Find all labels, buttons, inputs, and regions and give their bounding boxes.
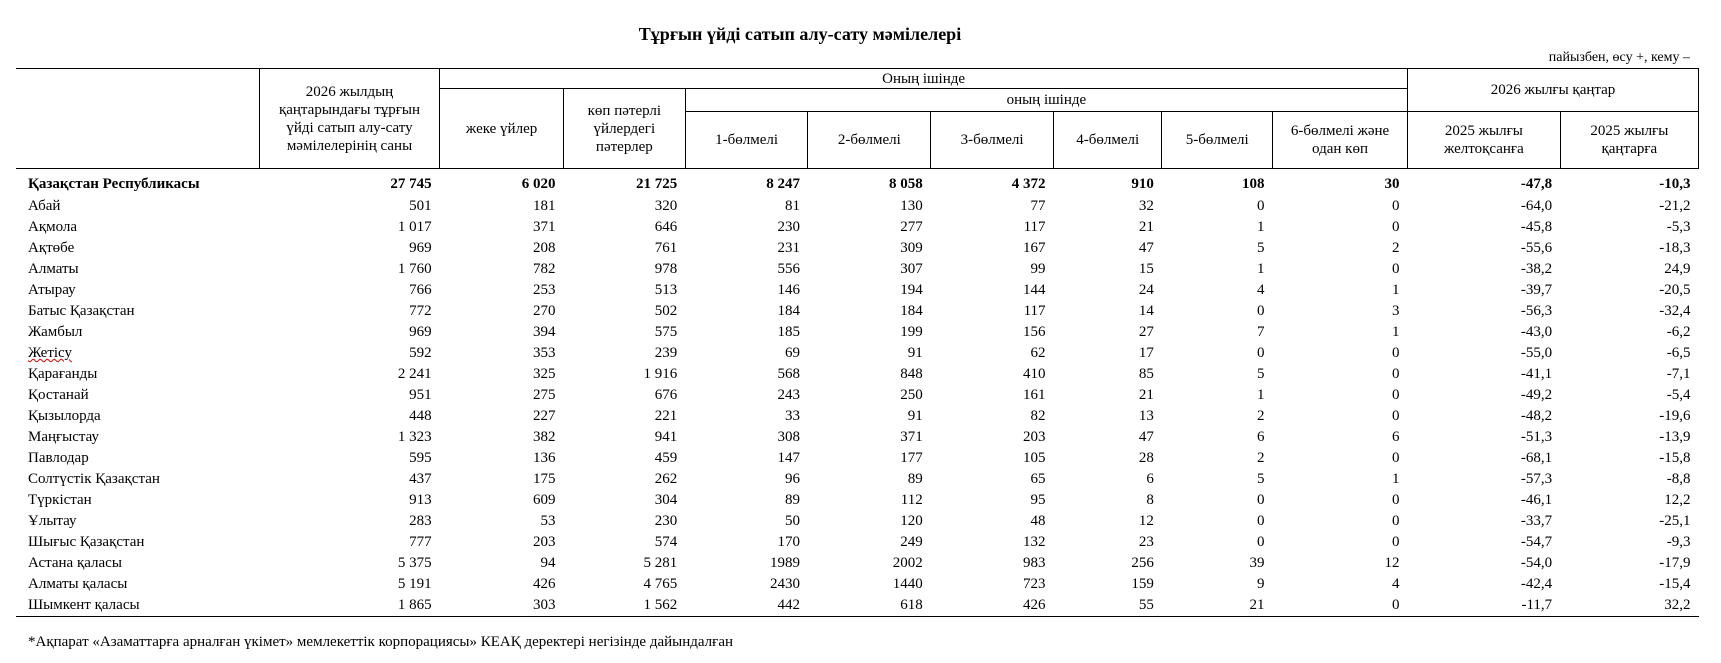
- change-vs-dec-2025: -45,8: [1520, 219, 1553, 235]
- change-vs-jan-2025: -15,8: [1659, 450, 1691, 466]
- room-6-plus-count: 4: [1392, 576, 1400, 592]
- change-vs-jan-2025: -15,4: [1659, 576, 1691, 592]
- room-2-count: 8 058: [889, 175, 923, 192]
- change-vs-dec-2025: -54,7: [1520, 534, 1553, 550]
- room-4-count: 28: [1138, 450, 1154, 466]
- total-count: 5 191: [397, 576, 432, 592]
- room-3-count: 203: [1023, 429, 1046, 445]
- room-1-count: 230: [777, 219, 800, 235]
- total-count: 595: [409, 450, 432, 466]
- room-1-count: 89: [784, 492, 800, 508]
- private-houses-count: 253: [533, 282, 556, 298]
- table-body: [16, 169, 1699, 617]
- region-name: Абай: [28, 198, 61, 214]
- room-4-count: 256: [1131, 555, 1154, 571]
- room-6-plus-count: 6: [1392, 429, 1400, 445]
- private-houses-count: 136: [533, 450, 556, 466]
- room-3-count: 167: [1023, 240, 1046, 256]
- change-vs-dec-2025: -39,7: [1520, 282, 1553, 298]
- change-vs-dec-2025: -38,2: [1520, 261, 1553, 277]
- table-row: [16, 280, 1699, 301]
- table-header: [16, 69, 1699, 169]
- room-2-count: 112: [900, 492, 923, 508]
- flats-count: 1 562: [564, 595, 686, 617]
- change-vs-jan-2025: -9,3: [1666, 534, 1691, 550]
- room-1-count: 185: [777, 324, 800, 340]
- flats-count: 320: [654, 198, 678, 214]
- region-name: Түркістан: [28, 492, 92, 508]
- room-6-plus-count: 0: [1392, 198, 1400, 214]
- flats-count: 230: [654, 513, 678, 529]
- private-houses-count: 382: [533, 429, 556, 445]
- room-3-count: 105: [1023, 450, 1046, 466]
- total-count: 501: [409, 198, 432, 214]
- total-count: 1 760: [397, 261, 432, 277]
- change-vs-jan-2025: 24,9: [1664, 261, 1691, 277]
- room-1-count: 231: [777, 240, 800, 256]
- room-2-header: 2-бөлмелі: [808, 112, 931, 169]
- room-2-count: 2002: [892, 555, 923, 571]
- total-count: 1 865: [259, 595, 439, 617]
- change-vs-dec-2025: -54,0: [1520, 555, 1553, 571]
- table-row: [16, 469, 1699, 490]
- region-name: Жамбыл: [28, 324, 83, 340]
- room-6-plus-count: 3: [1392, 303, 1400, 319]
- room-3-count: 99: [1030, 261, 1046, 277]
- room-4-count: 47: [1138, 429, 1154, 445]
- room-6-plus-count: 12: [1384, 555, 1400, 571]
- change-vs-jan-2025: -21,2: [1659, 198, 1691, 214]
- total-count: 913: [409, 492, 432, 508]
- table-row: [16, 322, 1699, 343]
- room-2-count: 120: [900, 513, 923, 529]
- region-name: Алматы қаласы: [28, 576, 128, 592]
- region-name-text: Жетісу: [28, 345, 73, 361]
- room-3-count: 144: [1023, 282, 1046, 298]
- private-houses-header: жеке үйлер: [440, 89, 564, 169]
- room-5-count: 1: [1257, 219, 1265, 235]
- private-houses-count: 208: [533, 240, 556, 256]
- room-3-count: 82: [1030, 408, 1046, 424]
- private-houses-count: 203: [533, 534, 556, 550]
- table-row: [16, 301, 1699, 322]
- room-6-plus-count: 0: [1392, 450, 1400, 466]
- region-name: Солтүстік Қазақстан: [28, 471, 160, 487]
- region-name: Маңғыстау: [28, 429, 100, 445]
- flats-count: 646: [654, 219, 678, 235]
- table-row: [16, 238, 1699, 259]
- room-4-count: 27: [1138, 324, 1154, 340]
- room-1-count: 556: [777, 261, 800, 277]
- transactions-table: [16, 68, 1699, 617]
- units-note: пайызбен, өсу +, кему –: [1548, 50, 1690, 65]
- change-vs-dec-2025: -55,6: [1520, 240, 1553, 256]
- room-5-count: 1: [1257, 261, 1265, 277]
- region-name: Шығыс Қазақстан: [28, 534, 145, 550]
- flats-count: 239: [654, 345, 678, 361]
- private-houses-count: 53: [540, 513, 556, 529]
- room-3-count: 723: [1023, 576, 1046, 592]
- table-row: [16, 427, 1699, 448]
- room-5-count: 0: [1257, 303, 1265, 319]
- total-count: 766: [409, 282, 432, 298]
- table-row: [16, 196, 1699, 217]
- room-1-count: 147: [777, 450, 800, 466]
- room-4-count: 910: [1131, 175, 1154, 192]
- change-vs-dec-2025: -57,3: [1520, 471, 1553, 487]
- private-houses-count: 353: [533, 345, 556, 361]
- room-6-plus-count: 0: [1392, 408, 1400, 424]
- room-5-count: 0: [1257, 345, 1265, 361]
- room-3-count: 410: [1023, 366, 1046, 382]
- flats-count: 4 765: [643, 576, 678, 592]
- room-4-count: 55: [1054, 595, 1162, 617]
- room-5-count: 1: [1257, 387, 1265, 403]
- region-name: Павлодар: [28, 450, 89, 466]
- private-houses-count: 371: [533, 219, 556, 235]
- room-3-count: 426: [931, 595, 1054, 617]
- room-6-plus-count: 2: [1392, 240, 1400, 256]
- change-vs-dec-2025: -41,1: [1520, 366, 1553, 382]
- room-5-header: 5-бөлмелі: [1162, 112, 1273, 169]
- room-2-count: 848: [900, 366, 923, 382]
- room-4-count: 85: [1138, 366, 1154, 382]
- region-name: Батыс Қазақстан: [28, 303, 135, 319]
- total-count: 969: [409, 324, 432, 340]
- room-6-plus-count: 0: [1392, 513, 1400, 529]
- january-2026-header: 2026 жылғы қаңтар: [1408, 69, 1699, 112]
- room-6-plus-count: 0: [1273, 595, 1408, 617]
- room-1-count: 33: [784, 408, 800, 424]
- table-row: [16, 448, 1699, 469]
- room-6-plus-count: 0: [1392, 387, 1400, 403]
- room-2-count: 371: [900, 429, 923, 445]
- change-vs-jan-2025: 12,2: [1664, 492, 1691, 508]
- total-count: 592: [409, 345, 432, 361]
- room-1-count: 69: [784, 345, 800, 361]
- table-row: [16, 259, 1699, 280]
- change-vs-jan-2025: -5,4: [1666, 387, 1691, 403]
- change-vs-dec-2025: -64,0: [1520, 198, 1553, 214]
- private-houses-count: 181: [533, 198, 556, 214]
- room-5-count: 0: [1257, 513, 1265, 529]
- table-row: [16, 511, 1699, 532]
- flats-count: 304: [654, 492, 678, 508]
- change-vs-jan-2025: -17,9: [1659, 555, 1691, 571]
- change-vs-dec-2025: -56,3: [1520, 303, 1553, 319]
- region-name: Ұлытау: [28, 513, 77, 529]
- private-houses-count: 175: [533, 471, 556, 487]
- room-5-count: 21: [1162, 595, 1273, 617]
- room-1-count: 442: [685, 595, 808, 617]
- change-vs-jan-2025: -10,3: [1659, 175, 1691, 192]
- room-2-count: 250: [900, 387, 923, 403]
- flats-count: 575: [654, 324, 678, 340]
- room-1-count: 2430: [769, 576, 800, 592]
- table-row: [16, 217, 1699, 238]
- room-4-count: 159: [1131, 576, 1154, 592]
- private-houses-count: 227: [533, 408, 556, 424]
- room-4-count: 24: [1138, 282, 1154, 298]
- region-name: Қарағанды: [28, 366, 98, 382]
- room-1-count: 146: [777, 282, 800, 298]
- flats-count: 459: [654, 450, 678, 466]
- room-4-count: 21: [1138, 219, 1154, 235]
- room-5-count: 39: [1249, 555, 1265, 571]
- room-6-plus-count: 1: [1392, 471, 1400, 487]
- room-2-count: 277: [900, 219, 923, 235]
- room-5-count: 5: [1257, 240, 1265, 256]
- room-1-count: 170: [777, 534, 800, 550]
- room-1-count: 308: [777, 429, 800, 445]
- flats-count: 574: [654, 534, 678, 550]
- room-1-count: 1989: [769, 555, 800, 571]
- change-vs-dec-2025: -51,3: [1520, 429, 1553, 445]
- room-2-count: 184: [900, 303, 923, 319]
- room-4-count: 15: [1138, 261, 1154, 277]
- room-3-count: 48: [1030, 513, 1046, 529]
- room-1-count: 96: [784, 471, 800, 487]
- room-3-count: 77: [1030, 198, 1046, 214]
- change-vs-jan-2025: -5,3: [1666, 219, 1691, 235]
- change-vs-jan-2025: -19,6: [1659, 408, 1691, 424]
- region-name: Ақмола: [28, 219, 78, 235]
- private-houses-count: 94: [540, 555, 556, 571]
- private-houses-count: 782: [533, 261, 556, 277]
- private-houses-count: 325: [533, 366, 556, 382]
- room-6-plus-count: 1: [1392, 324, 1400, 340]
- room-6-plus-count: 1: [1392, 282, 1400, 298]
- private-houses-count: 275: [533, 387, 556, 403]
- table-row: [16, 385, 1699, 406]
- flats-count: 5 281: [643, 555, 678, 571]
- room-4-count: 23: [1138, 534, 1154, 550]
- table-title: Тұрғын үйді сатып алу-сату мәмілелері: [638, 24, 962, 44]
- room-3-count: 983: [1023, 555, 1046, 571]
- change-vs-dec-2025: -49,2: [1520, 387, 1553, 403]
- room-2-count: 199: [900, 324, 923, 340]
- change-vs-jan-2025: -8,8: [1666, 471, 1691, 487]
- room-3-count: 117: [1023, 219, 1046, 235]
- flats-count: 502: [654, 303, 678, 319]
- room-3-count: 161: [1023, 387, 1046, 403]
- room-3-count: 65: [1030, 471, 1046, 487]
- room-3-count: 95: [1030, 492, 1046, 508]
- room-5-count: 4: [1257, 282, 1265, 298]
- room-1-count: 81: [784, 198, 800, 214]
- flats-count: 221: [654, 408, 678, 424]
- room-3-count: 117: [1023, 303, 1046, 319]
- of-which-sub-header: оның ішінде: [685, 89, 1407, 112]
- change-vs-dec-2025: -11,7: [1408, 595, 1561, 617]
- region-name: Қызылорда: [28, 408, 101, 424]
- table-row: [16, 574, 1699, 595]
- total-count: 283: [409, 513, 432, 529]
- private-houses-count: 426: [533, 576, 556, 592]
- region-name: Астана қаласы: [28, 555, 122, 571]
- vs-dec-2025-header: 2025 жылғы желтоқсанға: [1408, 112, 1561, 169]
- room-6-plus-count: 0: [1392, 534, 1400, 550]
- change-vs-jan-2025: -13,9: [1659, 429, 1691, 445]
- room-1-count: 568: [777, 366, 800, 382]
- private-houses-count: 270: [533, 303, 556, 319]
- room-4-count: 47: [1138, 240, 1154, 256]
- change-vs-dec-2025: -68,1: [1520, 450, 1553, 466]
- room-3-count: 4 372: [1011, 175, 1046, 192]
- room-5-count: 108: [1242, 175, 1265, 192]
- table-row: [16, 364, 1699, 385]
- total-count: 437: [409, 471, 432, 487]
- change-vs-jan-2025: 32,2: [1560, 595, 1698, 617]
- count-header: 2026 жылдың қаңтарындағы тұрғын үйді сатып алу-сату мәмілелерінің саны: [259, 69, 439, 169]
- region-name: Қазақстан Республикасы: [28, 175, 200, 192]
- room-5-count: 6: [1257, 429, 1265, 445]
- footnote: *Ақпарат «Азаматтарға арналған үкімет» мемлекеттік корпорациясы» КЕАҚ деректері негізінде дайындалған: [28, 634, 733, 650]
- total-count: 777: [409, 534, 432, 550]
- room-2-count: 194: [900, 282, 923, 298]
- room-4-header: 4-бөлмелі: [1054, 112, 1162, 169]
- change-vs-jan-2025: -18,3: [1659, 240, 1691, 256]
- total-count: 1 017: [397, 219, 432, 235]
- room-6-plus-count: 0: [1392, 261, 1400, 277]
- region-name: Алматы: [28, 261, 79, 277]
- room-5-count: 0: [1257, 534, 1265, 550]
- change-vs-jan-2025: -7,1: [1666, 366, 1691, 382]
- change-vs-dec-2025: -48,2: [1520, 408, 1553, 424]
- room-4-count: 21: [1138, 387, 1154, 403]
- room-5-count: 5: [1257, 471, 1265, 487]
- flats-count: 21 725: [635, 175, 678, 192]
- private-houses-count: 609: [533, 492, 556, 508]
- room-6-plus-count: 0: [1392, 219, 1400, 235]
- total-count: 5 375: [397, 555, 432, 571]
- flats-count: 262: [654, 471, 678, 487]
- room-5-count: 9: [1257, 576, 1265, 592]
- total-count: 951: [409, 387, 432, 403]
- change-vs-jan-2025: -6,5: [1666, 345, 1691, 361]
- room-2-count: 89: [907, 471, 923, 487]
- total-row: [16, 169, 1699, 197]
- change-vs-jan-2025: -25,1: [1659, 513, 1691, 529]
- region-name: Ақтөбе: [28, 240, 75, 256]
- private-houses-count: 394: [533, 324, 556, 340]
- room-5-count: 0: [1257, 198, 1265, 214]
- room-2-count: 91: [907, 345, 923, 361]
- room-2-count: 249: [900, 534, 923, 550]
- private-houses-count: 303: [440, 595, 564, 617]
- flats-count: 513: [654, 282, 678, 298]
- region-name: Қостанай: [28, 387, 89, 403]
- room-1-count: 8 247: [766, 175, 800, 192]
- change-vs-dec-2025: -47,8: [1520, 175, 1553, 192]
- room-1-count: 243: [777, 387, 800, 403]
- room-6-plus-count: 30: [1384, 175, 1400, 192]
- flats-count: 761: [654, 240, 678, 256]
- room-5-count: 7: [1257, 324, 1265, 340]
- room-2-count: 309: [900, 240, 923, 256]
- change-vs-jan-2025: -6,2: [1666, 324, 1691, 340]
- room-4-count: 12: [1138, 513, 1154, 529]
- flats-count: 941: [654, 429, 678, 445]
- room-6-plus-count: 0: [1392, 492, 1400, 508]
- change-vs-jan-2025: -20,5: [1659, 282, 1691, 298]
- room-4-count: 6: [1146, 471, 1154, 487]
- room-4-count: 32: [1138, 198, 1154, 214]
- apartment-flats-header: көп пәтерлі үйлердегі пәтерлер: [564, 89, 686, 169]
- total-count: 2 241: [397, 366, 432, 382]
- room-3-count: 132: [1023, 534, 1046, 550]
- room-4-count: 8: [1146, 492, 1154, 508]
- of-which-header: Оның ішінде: [440, 69, 1408, 89]
- change-vs-dec-2025: -42,4: [1520, 576, 1553, 592]
- total-count: 1 323: [397, 429, 432, 445]
- room-2-count: 1440: [892, 576, 923, 592]
- region-name: Атырау: [28, 282, 76, 298]
- total-count: 27 745: [390, 175, 432, 192]
- room-2-count: 307: [900, 261, 923, 277]
- total-count: 772: [409, 303, 432, 319]
- room-6-plus-count: 0: [1392, 366, 1400, 382]
- room-1-count: 184: [777, 303, 800, 319]
- change-vs-dec-2025: -46,1: [1520, 492, 1553, 508]
- room-5-count: 5: [1257, 366, 1265, 382]
- room-5-count: 2: [1257, 450, 1265, 466]
- room-4-count: 14: [1138, 303, 1154, 319]
- room-2-count: 91: [907, 408, 923, 424]
- room-5-count: 2: [1257, 408, 1265, 424]
- change-vs-dec-2025: -33,7: [1520, 513, 1553, 529]
- change-vs-dec-2025: -43,0: [1520, 324, 1553, 340]
- flats-count: 1 916: [643, 366, 678, 382]
- room-4-count: 13: [1138, 408, 1154, 424]
- room-6-plus-count: 0: [1392, 345, 1400, 361]
- region-name: [16, 343, 259, 364]
- room-2-count: 618: [808, 595, 931, 617]
- region-name: Шымкент қаласы: [16, 595, 259, 617]
- flats-count: 676: [654, 387, 678, 403]
- room-4-count: 17: [1138, 345, 1154, 361]
- region-header: [16, 69, 259, 169]
- table-row: [16, 406, 1699, 427]
- change-vs-dec-2025: -55,0: [1520, 345, 1553, 361]
- table-row: [16, 553, 1699, 574]
- table-row: [16, 343, 1699, 364]
- flats-count: 978: [654, 261, 678, 277]
- room-3-header: 3-бөлмелі: [931, 112, 1054, 169]
- room-1-count: 50: [784, 513, 800, 529]
- total-count: 969: [409, 240, 432, 256]
- table-row: [16, 490, 1699, 511]
- room-2-count: 130: [900, 198, 923, 214]
- room-3-count: 156: [1023, 324, 1046, 340]
- total-count: 448: [409, 408, 432, 424]
- room-2-count: 177: [900, 450, 923, 466]
- vs-jan-2025-header: 2025 жылғы қаңтарға: [1560, 112, 1698, 169]
- room-6-plus-header: 6-бөлмелі және одан көп: [1273, 112, 1408, 169]
- table-row: [16, 595, 1699, 617]
- room-5-count: 0: [1257, 492, 1265, 508]
- change-vs-jan-2025: -32,4: [1659, 303, 1691, 319]
- private-houses-count: 6 020: [521, 175, 556, 192]
- room-3-count: 62: [1030, 345, 1046, 361]
- room-1-header: 1-бөлмелі: [685, 112, 808, 169]
- table-row: [16, 532, 1699, 553]
